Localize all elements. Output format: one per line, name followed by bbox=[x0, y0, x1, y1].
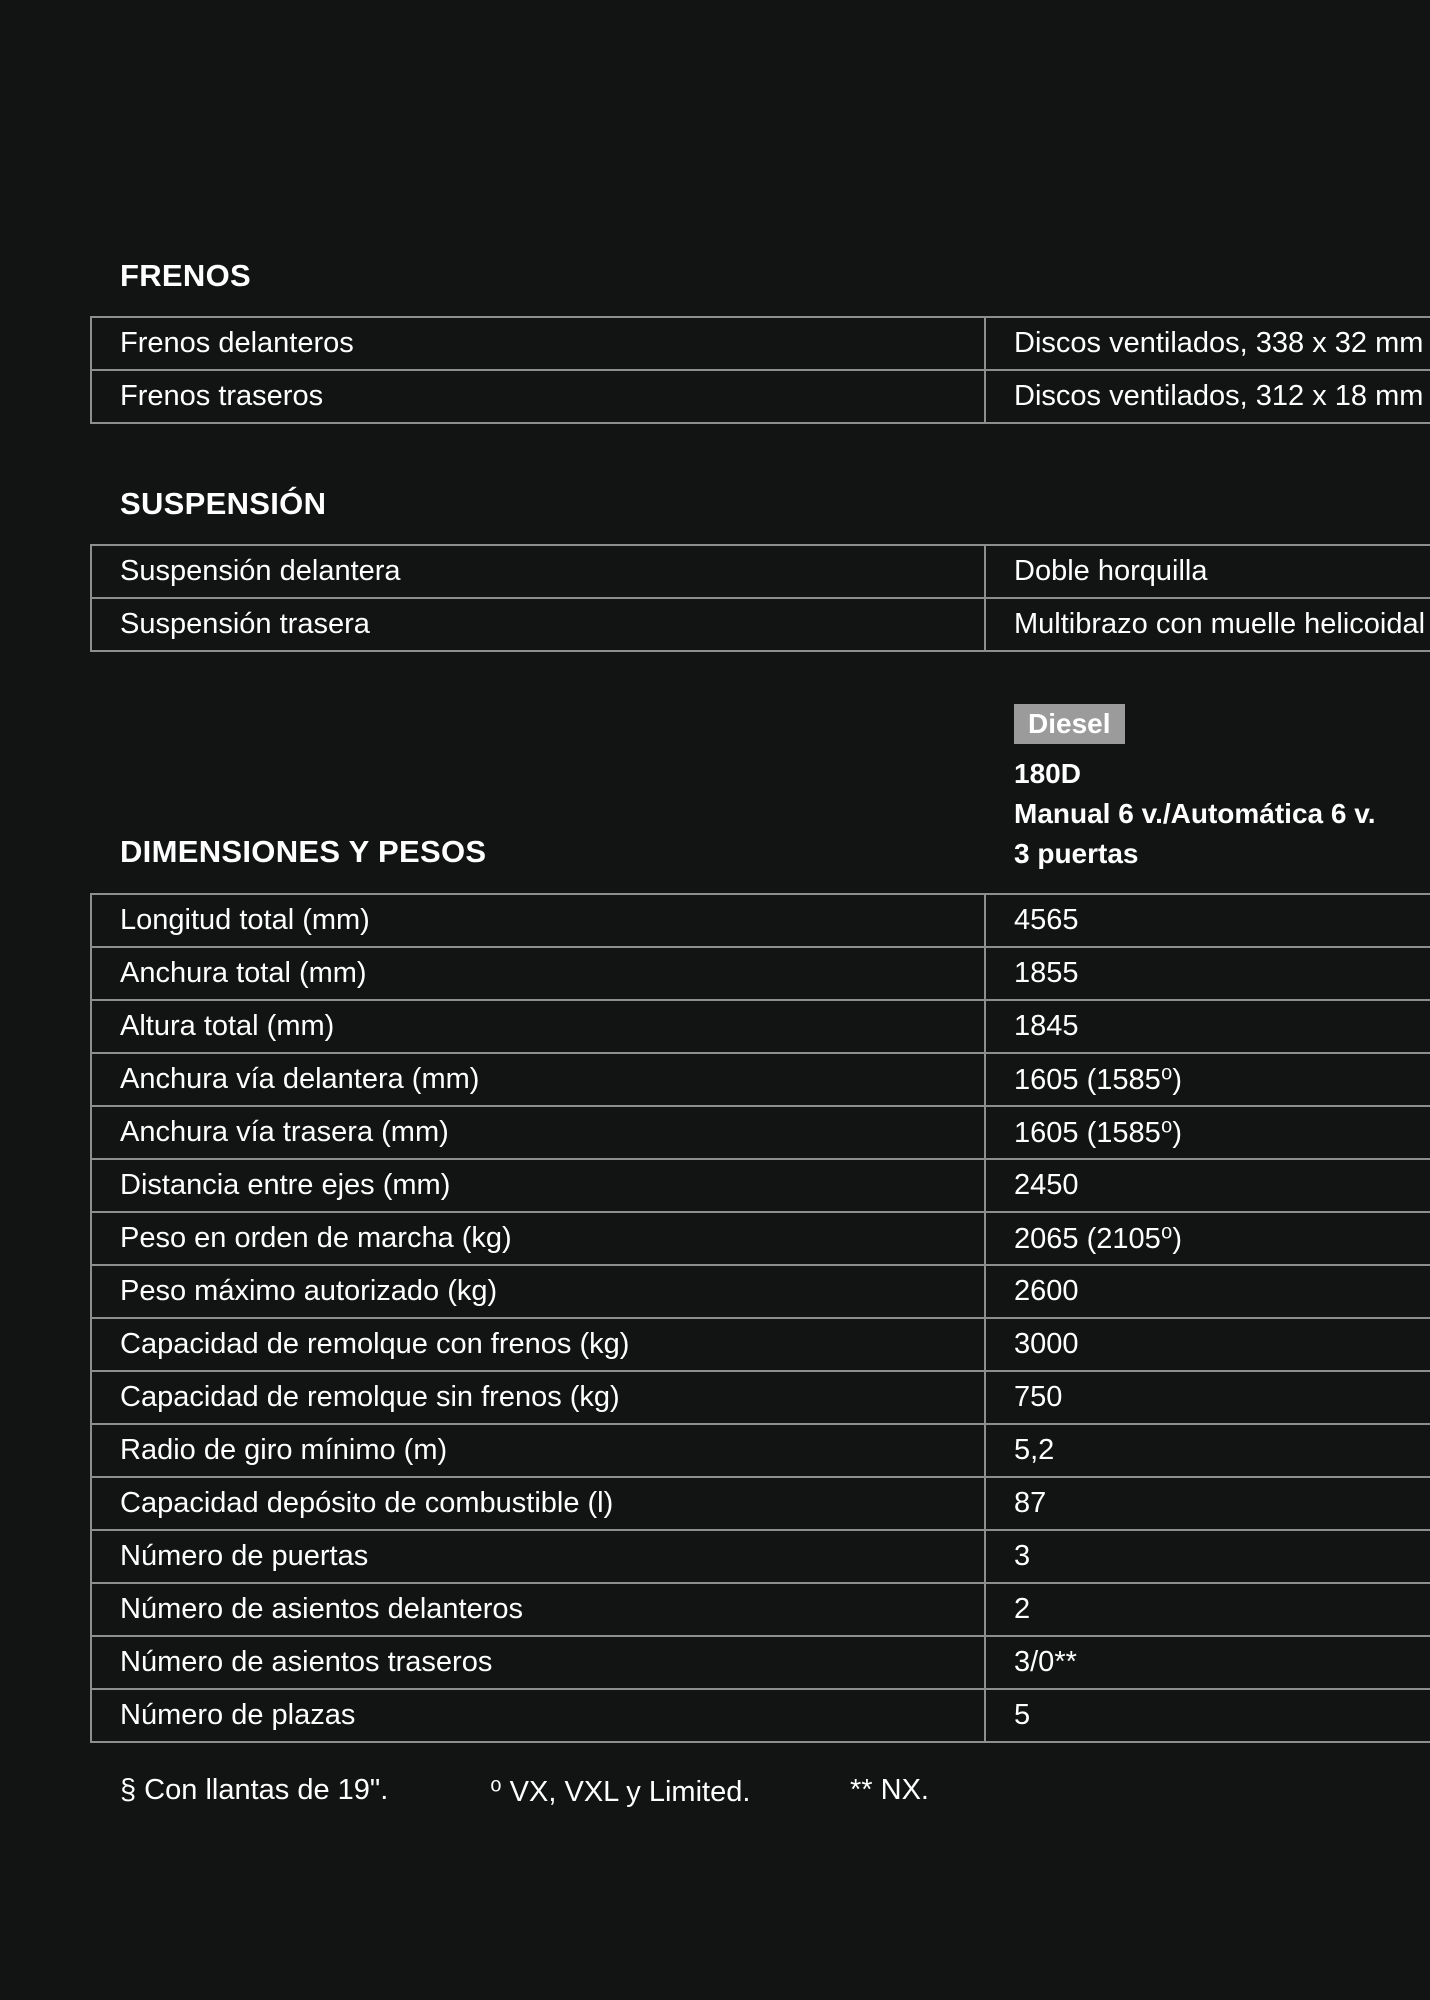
section-title-suspension: SUSPENSIÓN bbox=[120, 486, 327, 521]
section-title-brakes: FRENOS bbox=[120, 258, 251, 293]
table-row bbox=[91, 1424, 1430, 1477]
table-row bbox=[91, 545, 1430, 598]
row-label: Número de plazas bbox=[91, 1689, 985, 1742]
row-value: 1845 bbox=[985, 1000, 1430, 1053]
row-label: Anchura vía delantera (mm) bbox=[91, 1053, 985, 1106]
table-row bbox=[91, 1583, 1430, 1636]
row-value: 3/0** bbox=[985, 1636, 1430, 1689]
table-row bbox=[91, 1159, 1430, 1212]
row-label: Suspensión trasera bbox=[91, 598, 985, 651]
row-label: Capacidad depósito de combustible (l) bbox=[91, 1477, 985, 1530]
row-label: Radio de giro mínimo (m) bbox=[91, 1424, 985, 1477]
row-label: Suspensión delantera bbox=[91, 545, 985, 598]
row-label: Capacidad de remolque con frenos (kg) bbox=[91, 1318, 985, 1371]
row-label: Número de asientos traseros bbox=[91, 1636, 985, 1689]
brakes-table bbox=[90, 316, 1430, 424]
fuel-type-badge: Diesel bbox=[1014, 704, 1125, 744]
row-value: 1605 (1585⁰) bbox=[985, 1053, 1430, 1106]
table-row bbox=[91, 947, 1430, 1000]
dimensions-table bbox=[90, 893, 1430, 1743]
row-value: 4565 bbox=[985, 894, 1430, 947]
section-title-dimensions: DIMENSIONES Y PESOS bbox=[120, 834, 487, 869]
transmission-label: Manual 6 v./Automática 6 v. bbox=[1014, 798, 1376, 829]
table-row bbox=[91, 894, 1430, 947]
row-value: 5,2 bbox=[985, 1424, 1430, 1477]
footnote-versions: ⁰ VX, VXL y Limited. bbox=[490, 1776, 751, 1808]
table-row bbox=[91, 317, 1430, 370]
table-row bbox=[91, 598, 1430, 651]
row-value: 1605 (1585⁰) bbox=[985, 1106, 1430, 1159]
row-value: 2600 bbox=[985, 1265, 1430, 1318]
row-label: Capacidad de remolque sin frenos (kg) bbox=[91, 1371, 985, 1424]
table-row bbox=[91, 1530, 1430, 1583]
row-label: Número de puertas bbox=[91, 1530, 985, 1583]
engine-label: 180D bbox=[1014, 758, 1081, 789]
row-label: Peso máximo autorizado (kg) bbox=[91, 1265, 985, 1318]
row-label: Longitud total (mm) bbox=[91, 894, 985, 947]
row-value: Doble horquilla bbox=[985, 545, 1430, 598]
row-label: Anchura vía trasera (mm) bbox=[91, 1106, 985, 1159]
row-label: Frenos delanteros bbox=[91, 317, 985, 370]
suspension-table bbox=[90, 544, 1430, 652]
row-value: Discos ventilados, 312 x 18 mm bbox=[985, 370, 1430, 423]
row-value: Multibrazo con muelle helicoidal bbox=[985, 598, 1430, 651]
table-row bbox=[91, 370, 1430, 423]
row-value: 3 bbox=[985, 1530, 1430, 1583]
row-value: 2450 bbox=[985, 1159, 1430, 1212]
row-value: 2065 (2105⁰) bbox=[985, 1212, 1430, 1265]
row-value: 3000 bbox=[985, 1318, 1430, 1371]
table-row bbox=[91, 1106, 1430, 1159]
row-value: 1855 bbox=[985, 947, 1430, 1000]
row-value: 750 bbox=[985, 1371, 1430, 1424]
table-row bbox=[91, 1212, 1430, 1265]
row-value: 87 bbox=[985, 1477, 1430, 1530]
table-row bbox=[91, 1689, 1430, 1742]
table-row bbox=[91, 1636, 1430, 1689]
footnote-nx: ** NX. bbox=[850, 1774, 929, 1806]
table-row bbox=[91, 1265, 1430, 1318]
row-value: 5 bbox=[985, 1689, 1430, 1742]
row-label: Anchura total (mm) bbox=[91, 947, 985, 1000]
row-label: Peso en orden de marcha (kg) bbox=[91, 1212, 985, 1265]
table-row bbox=[91, 1053, 1430, 1106]
row-label: Distancia entre ejes (mm) bbox=[91, 1159, 985, 1212]
row-label: Altura total (mm) bbox=[91, 1000, 985, 1053]
row-label: Número de asientos delanteros bbox=[91, 1583, 985, 1636]
row-value: 2 bbox=[985, 1583, 1430, 1636]
table-row bbox=[91, 1318, 1430, 1371]
table-row bbox=[91, 1477, 1430, 1530]
doors-label: 3 puertas bbox=[1014, 838, 1139, 869]
row-value: Discos ventilados, 338 x 32 mm bbox=[985, 317, 1430, 370]
row-label: Frenos traseros bbox=[91, 370, 985, 423]
footnote-wheels: § Con llantas de 19". bbox=[120, 1774, 389, 1806]
table-row bbox=[91, 1000, 1430, 1053]
table-row bbox=[91, 1371, 1430, 1424]
